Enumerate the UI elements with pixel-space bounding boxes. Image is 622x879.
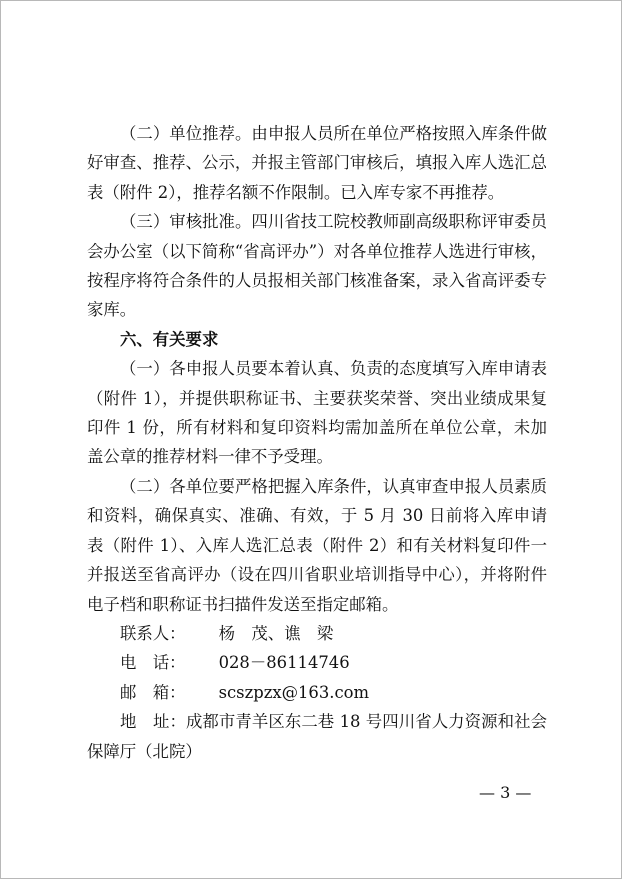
section-heading: 六、有关要求 <box>120 329 219 349</box>
contact-address-label: 地 址： <box>120 712 186 732</box>
requirement-applicants: （一）各申报人员要本着认真、负责的态度填写入库申请表（附件 1），并提供职称证书、主要获奖荣誉、突出业绩成果复印件 1 份，所有材料和复印资料均需加盖所在单位公章，未加盖公章的推荐材料一律不予受理。 <box>87 359 547 467</box>
contact-email-value: scszpzx@163.com <box>218 682 370 702</box>
contact-phone-line <box>87 648 547 677</box>
contact-phone-label: 电 话： <box>120 653 186 673</box>
paragraph-review-approval: （三）审核批准。四川省技工院校教师副高级职称评审委员会办公室（以下简称“省高评办”）对各单位推荐人选进行审核，按程序将符合条件的人员报相关部门核准备案，录入省高评委专家库。 <box>87 212 547 320</box>
contact-address-line <box>87 707 547 766</box>
contact-person-line <box>87 619 547 648</box>
document-body <box>87 119 547 766</box>
requirement-units: （二）各单位要严格把握入库条件，认真审查申报人员素质和资料，确保真实、准确、有效，于 5 月 30 日前将入库申请表（附件 1）、入库人选汇总表（附件 2）和有关材料复印件一并报送至省高评办（设在四川省职业培训指导中心），并将附件电子档和职称证书扫描件发送至指定邮箱。 <box>87 476 547 614</box>
contact-person-label: 联系人： <box>120 623 186 643</box>
contact-phone-value: 028－86114746 <box>218 653 350 673</box>
contact-person-value: 杨 茂、谯 梁 <box>218 623 334 643</box>
paragraph-unit-recommendation: （二）单位推荐。由申报人员所在单位严格按照入库条件做好审查、推荐、公示，并报主管部门审核后，填报入库人选汇总表（附件 2），推荐名额不作限制。已入库专家不再推荐。 <box>87 124 547 202</box>
contact-address-value: 成都市青羊区东二巷 18 号四川省人力资源和社会保障厅（北院） <box>87 712 547 761</box>
contact-email-label: 邮 箱： <box>120 682 186 702</box>
contact-email-line <box>87 678 547 707</box>
page-number: — 3 — <box>479 783 532 802</box>
